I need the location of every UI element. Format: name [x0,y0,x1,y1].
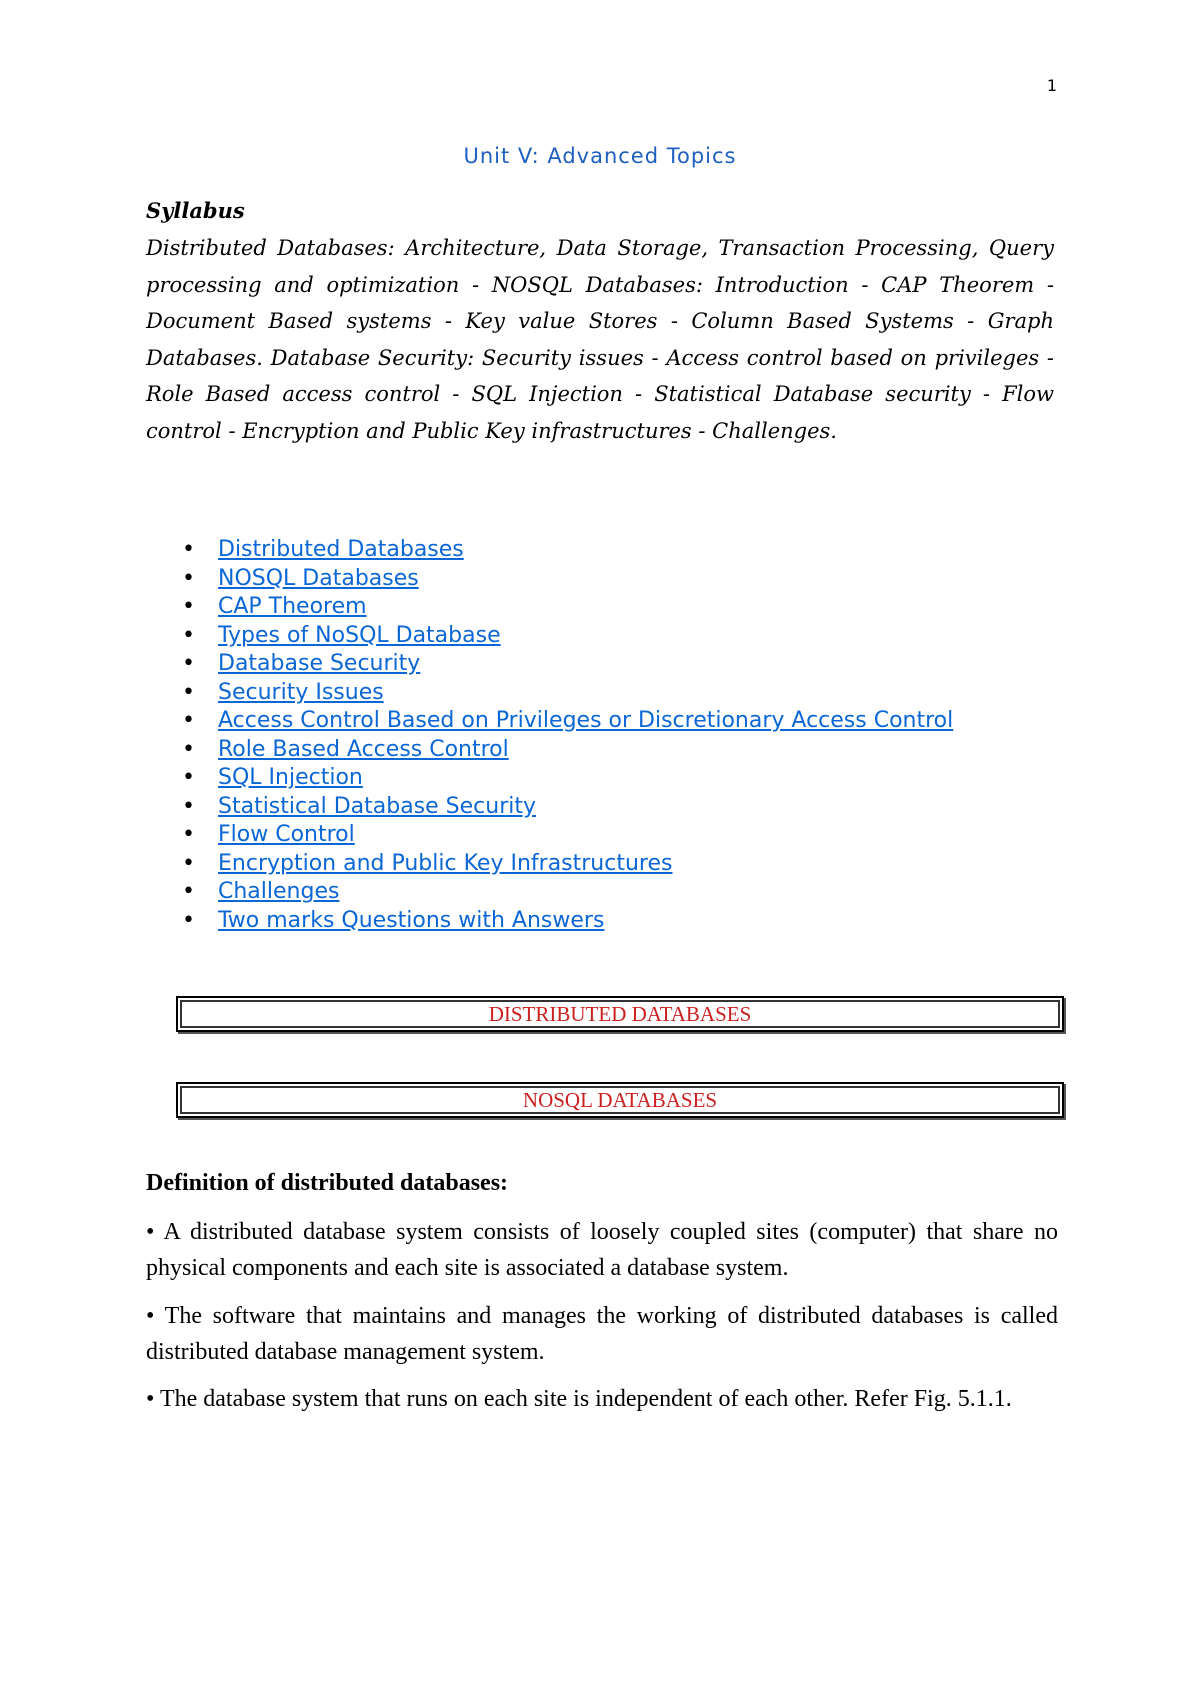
toc-link-statistical-database-security[interactable]: Statistical Database Security [218,793,537,819]
syllabus-text: Distributed Databases: Architecture, Data Storage, Transaction Processing, Query processing and optimization - NOSQL Databases: Introduction - CAP Theorem - Document Based systems - Key value Stores - Column Based Systems - Graph Databases. Database Security: Security issues - Access control based on privileges - Role Based access control - SQL Injection - Statistical Database security - Flow control - Encryption and Public Key infrastructures - Challenges. [146,236,1054,443]
bullet-icon: • [182,907,195,933]
bullet-icon: • [182,708,195,733]
syllabus-heading: Syllabus [146,198,245,223]
toc-link-database-security[interactable]: Database Security [218,651,421,676]
toc-link-sql-injection[interactable]: SQL Injection [218,765,363,790]
bullet-icon: • [182,679,195,705]
section-box-distributed-databases [176,996,1064,1032]
definition-paragraph: • A distributed database system consists of loosely coupled sites (computer) that share no physical components and each site is associated a database system. [146,1219,1058,1281]
bullet-icon: • [182,879,195,904]
toc-item [180,707,953,736]
bullet-icon: • [182,736,195,762]
toc-link-flow-control[interactable]: Flow Control [218,822,355,847]
toc-link-access-control-privileges[interactable]: Access Control Based on Privileges or Discretionary Access Control [218,708,954,733]
toc-link-distributed-databases[interactable]: Distributed Databases [218,537,464,562]
section-box-label: NOSQL DATABASES [180,1086,1060,1114]
bullet-icon: • [182,537,195,562]
bullet-icon: • [182,822,195,847]
unit-title: Unit V: Advanced Topics [463,144,737,168]
toc-link-nosql-databases[interactable]: NOSQL Databases [218,565,419,591]
page-number: 1 [1046,76,1057,95]
toc-link-cap-theorem[interactable]: CAP Theorem [218,594,367,619]
toc-item [180,622,953,651]
toc-item [180,878,953,907]
section-box-label: DISTRIBUTED DATABASES [180,1000,1060,1028]
toc-item [180,907,953,936]
toc-item [180,650,953,679]
toc-item [180,593,953,622]
toc-item [180,764,953,793]
toc-link-role-based-access-control[interactable]: Role Based Access Control [218,736,509,762]
toc-item [180,793,953,822]
toc-link-challenges[interactable]: Challenges [218,879,340,904]
definition-heading: Definition of distributed databases: [146,1170,509,1196]
toc-item [180,821,953,850]
toc-item [180,679,953,708]
toc-link-security-issues[interactable]: Security Issues [218,679,384,705]
bullet-icon: • [182,651,195,676]
definition-paragraph: • The software that maintains and manages the working of distributed databases is called distributed database management system. [146,1303,1058,1365]
toc-link-two-marks-questions[interactable]: Two marks Questions with Answers [218,907,605,933]
bullet-icon: • [182,565,195,591]
bullet-icon: • [182,594,195,619]
bullet-icon: • [182,765,195,790]
toc-item [180,565,953,594]
toc-item [180,536,953,565]
toc-item [180,850,953,879]
toc-link-encryption-pki[interactable]: Encryption and Public Key Infrastructures [218,850,673,876]
table-of-contents [180,536,953,935]
bullet-icon: • [182,622,195,648]
definition-paragraph: • The database system that runs on each site is independent of each other. Refer Fig. 5.1.1. [146,1386,1012,1412]
bullet-icon: • [182,850,195,876]
bullet-icon: • [182,793,195,819]
toc-link-types-of-nosql[interactable]: Types of NoSQL Database [218,622,501,648]
section-box-nosql-databases [176,1082,1064,1118]
toc-item [180,736,953,765]
